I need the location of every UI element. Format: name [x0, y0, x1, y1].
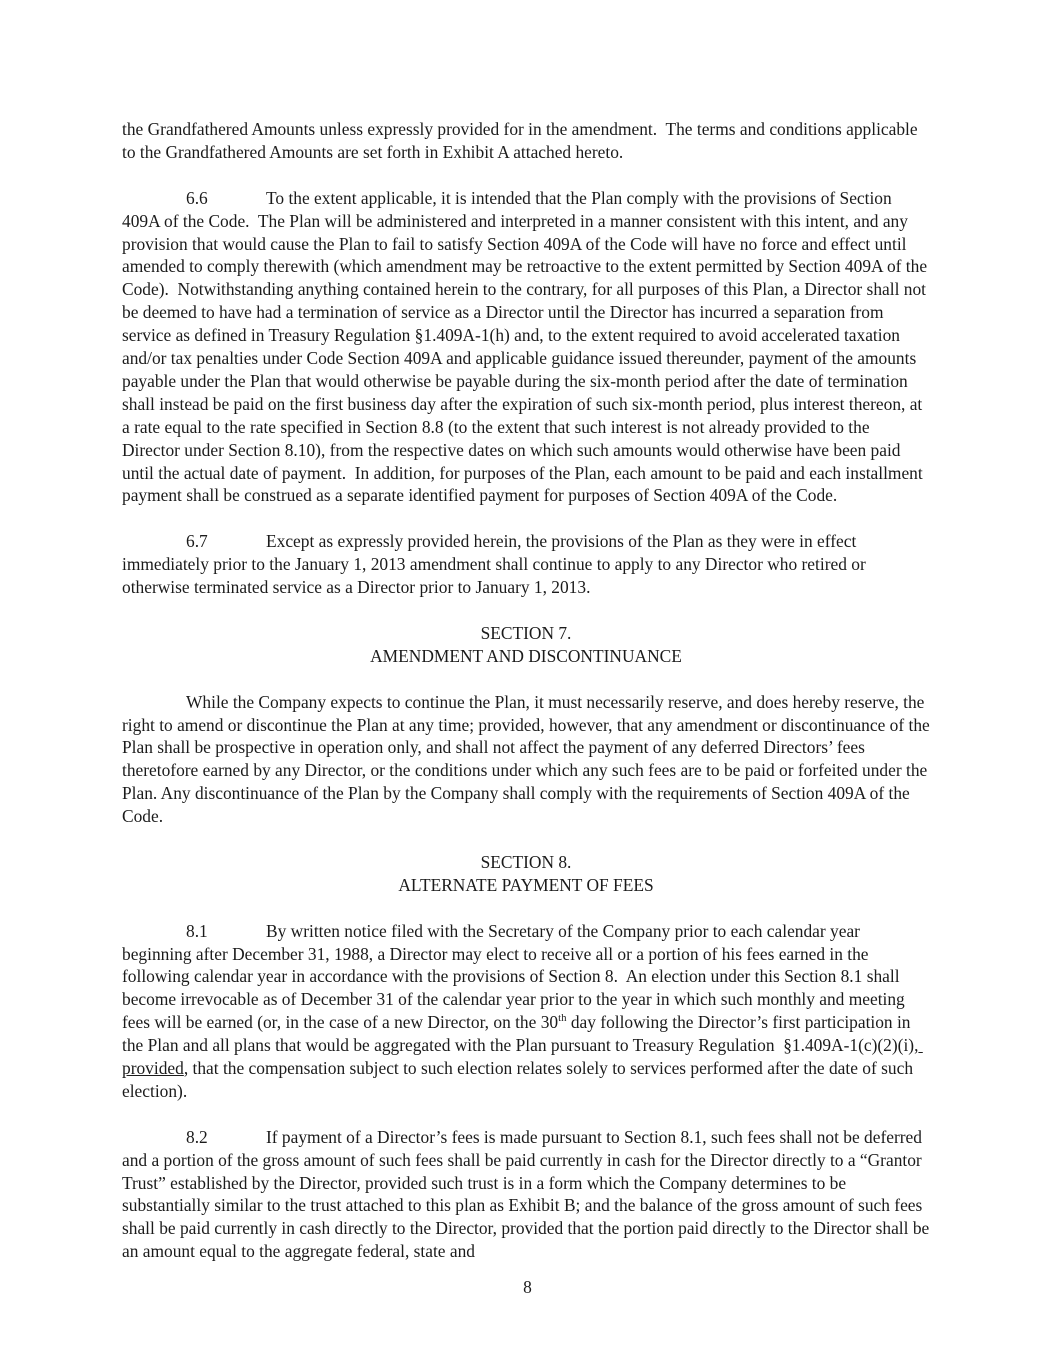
body-text: the Grandfathered Amounts unless expressly provided for in the amendment. The terms and conditions applicable to the Grandfathered Amounts are set forth in Exhibit A attached hereto. — [122, 119, 922, 162]
heading-section-8-line: SECTION 8. — [480, 851, 572, 872]
paragraph-amendment-discontinuance — [122, 691, 935, 828]
paragraph-8-1 — [122, 920, 930, 1103]
paragraph-6-6 — [122, 187, 930, 508]
body-text: Except as expressly provided herein, the provisions of the Plan as they were in effect immediately prior to the January 1, 2013 amendment shall continue to apply to any Director who retired or otherwise terminated service as a Director prior to January 1, 2013. — [122, 531, 871, 598]
paragraph-8-1-number: 8.1 — [186, 920, 208, 941]
heading-section-8-line: ALTERNATE PAYMENT OF FEES — [398, 874, 654, 895]
heading-section-7 — [122, 622, 930, 668]
body-text: While the Company expects to continue the Plan, it must necessarily reserve, and does hereby reserve, the right to amend or discontinue the Plan at any time; provided, however, that any amendment or discontinuance of the Plan shall be prospective in operation only, and shall not affect the payment of any deferred Directors’ fees theretofore earned by any Director, or the conditions under which any such fees are to be paid or forfeited under the Plan. Any discontinuance of the Plan by the Company shall comply with the requirements of Section 409A of the Code. — [122, 691, 935, 827]
superscript-text: th — [558, 1012, 567, 1025]
underlined-text: provided — [122, 1035, 923, 1079]
body-text: , that the compensation subject to such election relates solely to services performed after the date of such election). — [122, 1058, 918, 1101]
paragraph-6-6-number: 6.6 — [186, 187, 208, 208]
paragraph-6-7 — [122, 530, 930, 599]
body-text: If payment of a Director’s fees is made pursuant to Section 8.1, such fees shall not be deferred and a portion of the gross amount of such fees shall be paid currently in cash for the Director directly to a “Grantor Trust” established by the Director, provided such trust is in a form which the Company determines to be substantially similar to the trust attached to this plan as Exhibit B; and the balance of the gross amount of such fees shall be paid currently in cash directly to the Director, provided that the portion paid directly to the Director shall be an amount equal to the aggregate federal, state and — [122, 1126, 934, 1262]
page-number: 8 — [523, 1277, 532, 1297]
body-text: By written notice filed with the Secretary of the Company prior to each calendar year beginning after December 31, 1988, a Director may elect to receive all or a portion of his fees earned in the following calendar year in accordance with the provisions of Section 8. An election under this Section 8.1 shall become irrevocable as of December 31 of the calendar year prior to the year in which such monthly and meeting fees will be earned (or, in the case of a new Director, on the 30 — [122, 920, 910, 1033]
heading-section-7-line: SECTION 7. — [480, 622, 572, 643]
paragraph-8-2 — [122, 1126, 934, 1263]
document-body — [122, 118, 935, 1286]
paragraph-8-2-number: 8.2 — [186, 1126, 208, 1147]
heading-section-7-line: AMENDMENT AND DISCONTINUANCE — [370, 645, 682, 666]
paragraph-6-7-number: 6.7 — [186, 531, 208, 552]
heading-section-8 — [122, 851, 930, 897]
body-text: To the extent applicable, it is intended that the Plan comply with the provisions of Section 409A of the Code. The Plan will be administered and interpreted in a manner consistent with this intent, and any provision that would cause the Plan to fail to satisfy Section 409A of the Code will have no force and effect until amended to comply therewith (which amendment may be retroactive to the extent permitted by Section 409A of the Code). Notwithstanding anything contained herein to the contrary, for all purposes of this Plan, a Director shall not be deemed to have had a termination of service as a Director until the Director has incurred a separation from service as defined in Treasury Regulation §1.409A-1(h) and, to the extent required to avoid accelerated taxation and/or tax penalties under Code Section 409A and applicable guidance issued thereunder, payment of the amounts payable under the Plan that would otherwise be payable during the six-month period after the date of termination shall instead be paid on the first business day after the expiration of such six-month period, plus interest thereon, at a rate equal to the rate specified in Section 8.8 (to the extent that such interest is not already provided to the Director under Section 8.10), from the respective dates on which such amounts would otherwise have been paid until the actual date of payment. In addition, for purposes of the Plan, each amount to be paid and each installment payment shall be construed as a separate identified payment for purposes of Section 409A of the Code. — [122, 187, 932, 506]
paragraph-grandfathered-continuation — [122, 118, 930, 164]
body-text: day following the Director’s first participation in the Plan and all plans that would be aggregated with the Plan pursuant to Treasury Regulation §1.409A-1(c)(2)(i), — [122, 1012, 919, 1056]
